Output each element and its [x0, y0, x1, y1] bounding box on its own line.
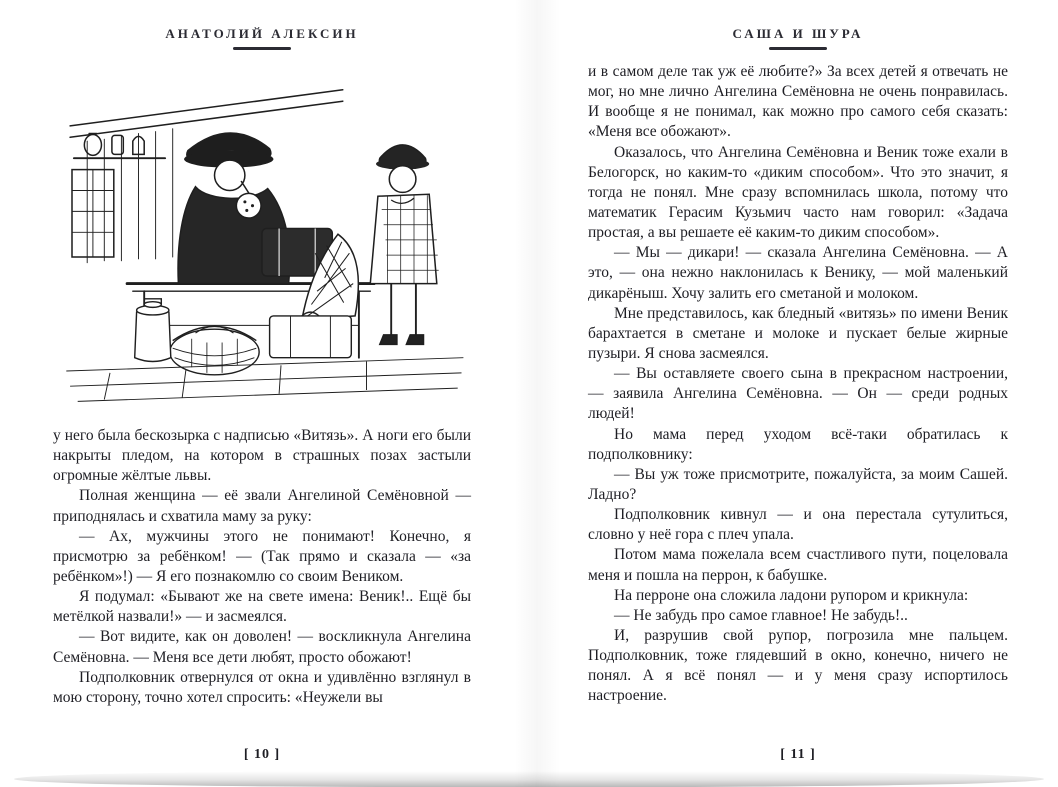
paragraph: — Вы оставляете своего сына в прекрасном настроении, — заявила Ангелина Семёновна. — Он — среди родных людей!	[588, 365, 1008, 423]
running-head-author: АНАТОЛИЙ АЛЕКСИН	[165, 26, 359, 41]
header-rule	[769, 47, 827, 50]
running-head-title: САША И ШУРА	[732, 26, 864, 41]
illustration-drawing	[53, 64, 471, 412]
paragraph: — Вы уж тоже присмотрите, пожалуйста, за моим Сашей. Ладно?	[588, 465, 1008, 503]
paragraph: — Ах, мужчины этого не понимают! Конечно, я присмотрю за ребёнком! — (Так прямо и сказала — «за ребёнком»!) — Я его познакомлю со своим Веником.	[53, 527, 471, 585]
paragraph: — Мы — дикари! — сказала Ангелина Семёновна. — А это, — она нежно наклонилась к Венику, — мой маленький дикарёныш. Хочу залить его сметаной и молоком.	[588, 244, 1008, 302]
paragraph: На перроне она сложила ладони рупором и крикнула:	[614, 586, 969, 604]
text-column-right	[588, 62, 1008, 707]
paragraph: Я подумал: «Бывают же на свете имена: Веник!.. Ещё бы метёлкой назвали!» — и засмеялся.	[53, 588, 471, 626]
paragraph: и в самом деле так уж её любите?» За всех детей я отвечать не мог, но мне лично Ангелина Семёновна не очень понравилась. И вообще я не понимал, как можно про самого себя сказать: «Меня все обожают».	[588, 63, 1008, 141]
paragraph: — Не забудь про самое главное! Не забудь!..	[614, 606, 908, 624]
paragraph: Подполковник отвернулся от окна и удивлённо взглянул в мою сторону, точно хотел спросить: «Неужели вы	[53, 668, 471, 706]
book-illustration	[53, 64, 471, 412]
paragraph: И, разрушив свой рупор, погрозила мне пальцем. Подполковник, тоже глядевший в окно, конечно, ничего не понял. А я всё понял — и у меня сразу испортилось настроение.	[588, 626, 1008, 705]
page-number-right: [ 11 ]	[780, 747, 816, 762]
page-number-left: [ 10 ]	[243, 747, 281, 762]
paragraph: Оказалось, что Ангелина Семёновна и Веник тоже ехали в Белогорск, но каким-то «диким способом». Что это значит, я тогда не понял. Мне сразу вспомнилась школа, потому что математик Герасим Кузьмич часто нам говорил: «Задача простая, а вы решаете её каким-то диким способом».	[588, 143, 1008, 242]
text-column-left	[53, 426, 471, 708]
header-rule	[233, 47, 291, 50]
page-left	[53, 0, 471, 787]
paragraph: Потом мама пожелала всем счастливого пути, поцеловала меня и пошла на перрон, к бабушке.	[588, 546, 1008, 584]
paragraph: — Вот видите, как он доволен! — воскликнула Ангелина Семёновна. — Меня все дети любят, просто обожают!	[53, 628, 471, 666]
paragraph: Полная женщина — её звали Ангелиной Семёновной — приподнялась и схватила маму за руку:	[53, 487, 471, 525]
paragraph: у него была бескозырка с надписью «Витязь». А ноги его были накрыты пледом, на котором в страшных позах застыли огромные жёлтые львы.	[53, 427, 471, 485]
paragraph: Но мама перед уходом всё-таки обратилась к подполковнику:	[588, 425, 1008, 463]
paragraph: Мне представилось, как бледный «витязь» по имени Веник барахтается в сметане и молоке и пускает белые жирные пузыри. Я снова засмеялся.	[588, 304, 1008, 362]
paragraph: Подполковник кивнул — и она перестала сутулиться, словно у неё гора с плеч упала.	[588, 506, 1008, 544]
gutter-shadow	[514, 0, 560, 787]
page-right	[588, 0, 1008, 787]
